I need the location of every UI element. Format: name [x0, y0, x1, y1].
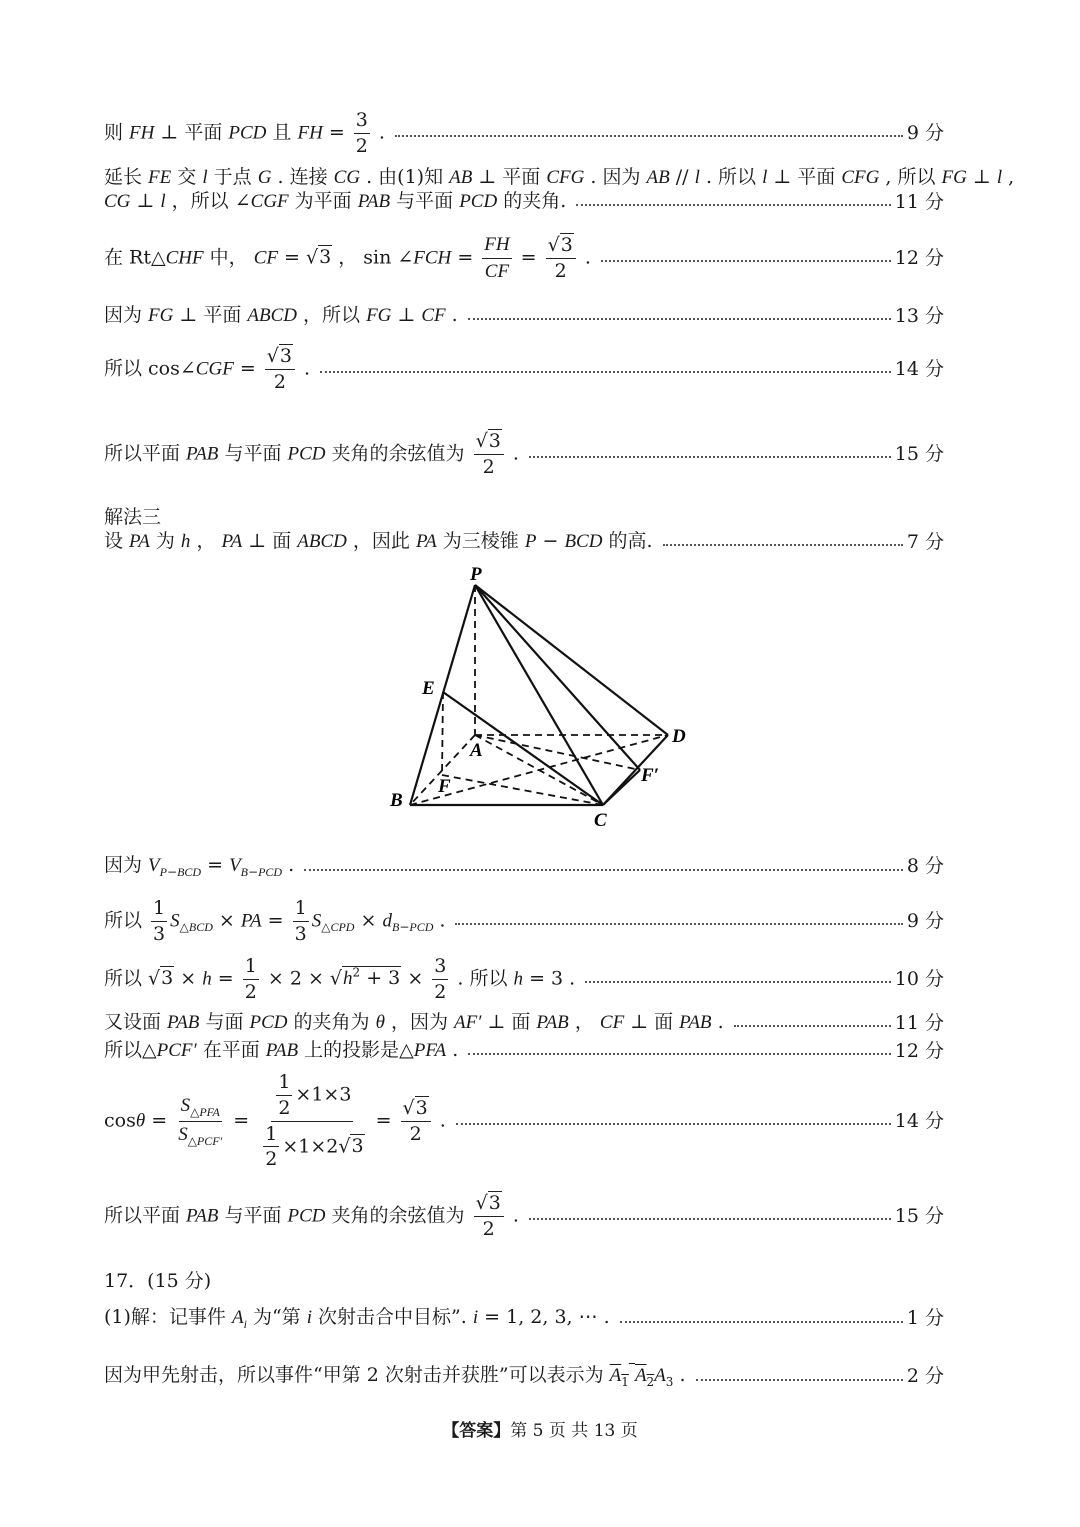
line-6-text: 所以平面 PAB 与平面 PCD 夹角的余弦值为 $\frac{√3}{2}$ . — [104, 430, 519, 478]
leader-dots — [468, 318, 891, 320]
score-13: 14 分 — [894, 1109, 944, 1132]
leader-dots — [456, 1123, 891, 1125]
line-8-text: 因为 $V_{P-BCD} = V_{B-PCD}$ . — [104, 854, 295, 879]
label-F: F — [438, 776, 451, 797]
score-15: 1 分 — [906, 1307, 944, 1330]
line-2a: 延长 FE 交 l 于点 G . 连接 CG . 由(1)知 AB ⊥ 平面 CFG . 因为 AB // l . 所以 l ⊥ 平面 CFG , 所以 FG ⊥ l , — [104, 166, 1015, 188]
score-6: 15 分 — [894, 442, 944, 465]
edge-CFp — [603, 770, 640, 805]
line-9-text: 所以 $\frac{1}{3}$ $S_{\triangle BCD}$ × PA = $\frac{1}{3}$ $S_{\triangle CPD} \times d_{B-PCD}$ . — [104, 897, 446, 945]
score-7: 7 分 — [906, 530, 944, 553]
label-E: E — [422, 678, 435, 699]
leader-dots — [395, 135, 903, 137]
footer-page-number: 第 5 页 共 13 页 — [510, 1421, 638, 1441]
score-5: 14 分 — [894, 357, 944, 380]
leader-dots — [620, 1321, 903, 1323]
leader-dots — [601, 260, 891, 262]
score-12: 12 分 — [894, 1039, 944, 1062]
method3-title: 解法三 — [104, 506, 162, 528]
score-11: 11 分 — [894, 1011, 944, 1034]
line-10 — [104, 956, 944, 1003]
line-2-text: CG ⊥ l ，所以 ∠CGF 为平面 PAB 与平面 PCD 的夹角. — [104, 190, 567, 212]
leader-dots — [468, 1053, 891, 1055]
score-2: 11 分 — [894, 190, 944, 213]
pyramid-figure — [380, 560, 710, 835]
leader-dots — [529, 1218, 891, 1220]
leader-dots — [585, 981, 891, 983]
line-4 — [104, 304, 944, 328]
score-4: 13 分 — [894, 304, 944, 327]
score-9: 9 分 — [906, 909, 944, 932]
line-12-text: 所以△PCF′ 在平面 PAB 上的投影是△PFA . — [104, 1039, 459, 1061]
line-11 — [104, 1011, 944, 1035]
edge-EC — [443, 692, 603, 805]
line-1 — [104, 110, 944, 157]
page-footer — [0, 1416, 1080, 1441]
leader-dots — [529, 456, 891, 458]
leader-dots — [663, 544, 903, 546]
line-15-text: (1)解：记事件 $A_i$ 为“第 i 次射击合中目标”. i = 1, 2, 3, ⋯ . — [104, 1306, 610, 1331]
line-3-text: 在 Rt△CHF 中， CF = √3 ， sin ∠FCH = $\frac{FH}{CF}$ = $\frac{√3}{2}$ . — [104, 234, 591, 282]
line-16-text: 因为甲先射击，所以事件“甲第 2 次射击并获胜”可以表示为 $A_1$ $A_2A_3$ . — [104, 1364, 686, 1389]
line-12 — [104, 1039, 944, 1063]
score-1: 9 分 — [906, 121, 944, 144]
leader-dots — [304, 869, 903, 871]
label-P: P — [470, 564, 482, 585]
line-4-text: 因为 FG ⊥ 平面 ABCD ，所以 FG ⊥ CF . — [104, 304, 458, 326]
line-8 — [104, 854, 944, 879]
line-7 — [104, 530, 944, 554]
leader-dots — [734, 1025, 891, 1027]
leader-dots — [576, 204, 890, 206]
label-C: C — [594, 810, 607, 831]
line-14 — [104, 1193, 944, 1240]
leader-dots — [696, 1379, 903, 1381]
line-13 — [104, 1068, 944, 1174]
line-10-text: 所以 √3 × h = $\frac{1}{2}$ × $2 \times √h^2 + 3$ × $\frac{3}{2}$ . 所以 h = 3 . — [104, 955, 576, 1003]
line-14-text: 所以平面 PAB 与平面 PCD 夹角的余弦值为 $\frac{√3}{2}$ . — [104, 1192, 519, 1240]
line-7-text: 设 PA 为 h ， PA ⊥ 面 ABCD ，因此 PA 为三棱锥 P − BCD 的高. — [104, 530, 653, 552]
footer-label: 【答案】 — [442, 1421, 511, 1441]
line-6 — [104, 431, 944, 478]
edge-PD — [475, 585, 668, 735]
line-15 — [104, 1306, 944, 1331]
line-5 — [104, 346, 944, 393]
edge-PC — [475, 585, 603, 805]
line-9 — [104, 898, 944, 945]
question-17-title: 17．(15 分) — [104, 1270, 212, 1292]
score-3: 12 分 — [894, 246, 944, 269]
leader-dots — [320, 371, 891, 373]
score-16: 2 分 — [906, 1365, 944, 1388]
label-D: D — [672, 726, 686, 747]
line-13-text: cosθ = $\frac{S_{\triangle PFA}}{S_{\triangle PCF'}}$ = $\frac{1}{2}$ ×1×3 $\frac{1}{2}$ ×1×2√3 = $\frac{√3}{2}$ . — [104, 1070, 446, 1171]
edge-PFp — [475, 585, 640, 770]
edge-FC — [442, 775, 603, 805]
edge-EF — [442, 692, 443, 775]
line-5-text: 所以 cos∠CGF = $\frac{√3}{2}$ . — [104, 345, 311, 393]
line-1-text: 则 FH ⊥ 平面 PCD 且 FH = $\frac{3}{2}$ . — [104, 109, 385, 157]
label-A: A — [470, 740, 483, 761]
line-2b — [104, 190, 944, 214]
line-11-text: 又设面 PAB 与面 PCD 的夹角为 θ ，因为 AF′ ⊥ 面 PAB ， CF ⊥ 面 PAB . — [104, 1011, 724, 1033]
label-Fprime: F′ — [641, 765, 660, 786]
edge-AFp — [475, 735, 640, 770]
score-10: 10 分 — [894, 967, 944, 990]
label-B: B — [390, 790, 403, 811]
score-14: 15 分 — [894, 1204, 944, 1227]
line-3 — [104, 234, 944, 283]
score-8: 8 分 — [906, 855, 944, 878]
leader-dots — [455, 923, 902, 925]
line-16 — [104, 1364, 944, 1389]
